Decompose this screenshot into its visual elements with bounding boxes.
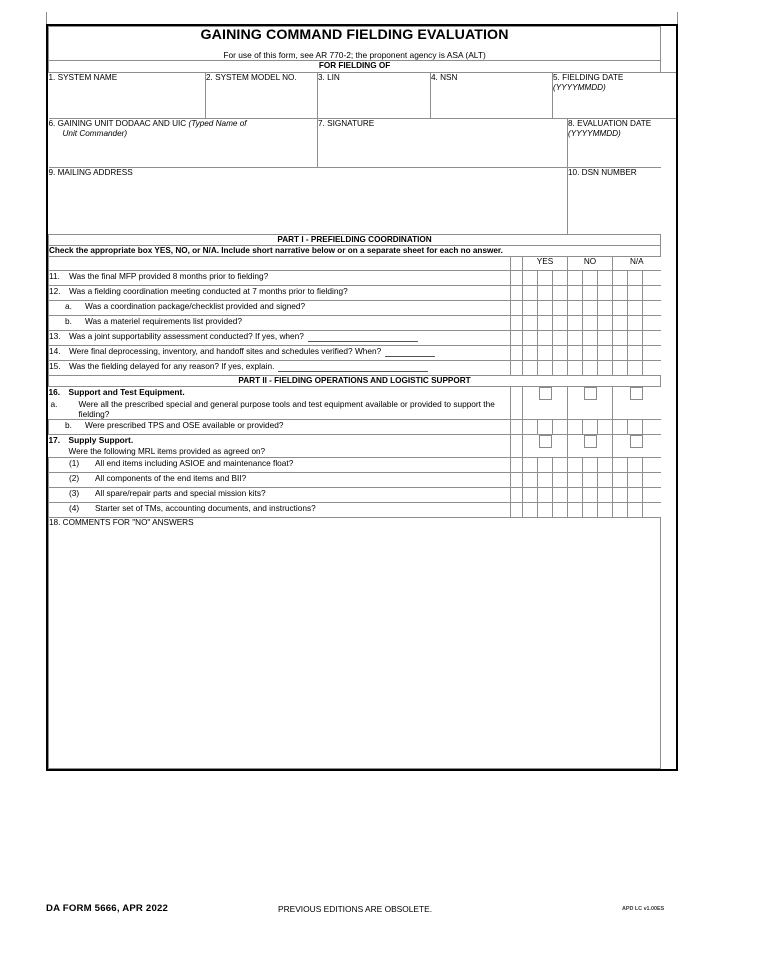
part1-question-5-number: 14. — [49, 346, 61, 356]
item-17-subitem-2-cell-na-2[interactable] — [628, 488, 643, 503]
part1-question-5-cell-no-1[interactable] — [568, 346, 583, 361]
part1-question-1-number: 12. — [49, 286, 61, 296]
part1-question-3-gap-cell — [511, 316, 523, 331]
item-17-subitem-3-cell-no-3[interactable] — [598, 503, 613, 518]
item-16b-cell-na-1[interactable] — [613, 420, 628, 435]
item-17-subitem-2-cell-no-3[interactable] — [598, 488, 613, 503]
item-17-subitem-row — [49, 503, 677, 518]
part1-question-3-cell-na-2[interactable] — [628, 316, 643, 331]
item-17-subitem-0-text — [49, 458, 511, 473]
item-17-subitem-2-label: All spare/repair parts and special mission kits? — [95, 488, 266, 499]
part1-question-4-cell-no-3[interactable] — [598, 331, 613, 346]
item-16b-cell-no-1[interactable] — [568, 420, 583, 435]
part1-question-3-cell-yes-2[interactable] — [538, 316, 553, 331]
part1-question-6-cell-yes-1[interactable] — [523, 361, 538, 376]
part1-question-5-cell-yes-1[interactable] — [523, 346, 538, 361]
footer-form-id: DA FORM 5666, APR 2022 — [46, 903, 169, 914]
item-17-subitem-1-cell-no-1[interactable] — [568, 473, 583, 488]
item-17-subitem-2-text — [49, 488, 511, 503]
part1-instruction: Check the appropriate box YES, NO, or N/A. Include short narrative below or on a separate sheet for each no answer. — [49, 245, 661, 256]
part1-question-row — [49, 331, 677, 346]
field-gaining-unit-note: (Typed Name of — [188, 118, 247, 128]
part1-question-1-cell-no-1[interactable] — [568, 286, 583, 301]
part2-heading-row — [49, 376, 677, 387]
item-17-subitem-1-label: All components of the end items and BII? — [95, 473, 247, 484]
item-16-number: 16. — [48, 387, 61, 398]
part1-question-3-cell-yes-3[interactable] — [553, 316, 568, 331]
item-16b-gap-cell — [511, 420, 523, 435]
item-17-subitem-row — [49, 458, 677, 473]
registration-tick-left — [46, 12, 47, 24]
part1-question-3-number: b. — [65, 316, 72, 326]
title-row — [49, 27, 677, 61]
part1-question-6-answer-rule[interactable] — [278, 363, 428, 372]
part1-question-3-label: Was a materiel requirements list provided? — [85, 316, 242, 326]
row-comments — [49, 518, 677, 769]
part1-question-0-cell-no-2[interactable] — [583, 271, 598, 286]
item-16b-cell-yes-1[interactable] — [523, 420, 538, 435]
item-17-subitem-rows — [49, 458, 677, 518]
part1-question-2-number: a. — [65, 301, 72, 311]
part1-question-0-text — [49, 271, 511, 286]
item-17-subitem-0-cell-no-2[interactable] — [583, 458, 598, 473]
item-17-checkbox-yes[interactable] — [523, 435, 568, 458]
item-17-subitem-3-cell-na-1[interactable] — [613, 503, 628, 518]
item-17-title: Supply Support. — [68, 435, 134, 446]
item-17-subitem-0-cell-yes-1[interactable] — [523, 458, 538, 473]
field-mailing-address[interactable] — [49, 167, 568, 234]
item-17-subitem-1-cell-yes-2[interactable] — [538, 473, 553, 488]
part1-question-6-cell-na-3[interactable] — [643, 361, 661, 376]
part1-question-6-cell-no-1[interactable] — [568, 361, 583, 376]
item-17-subitem-3-number: (4) — [69, 503, 80, 514]
item-17-subitem-3-cell-yes-2[interactable] — [538, 503, 553, 518]
part1-question-1-label: Was a fielding coordination meeting conducted at 7 months prior to fielding? — [69, 286, 348, 296]
item-17-subitem-0-cell-na-3[interactable] — [643, 458, 661, 473]
part1-question-5-cell-yes-2[interactable] — [538, 346, 553, 361]
item-16b-text — [49, 420, 511, 435]
part1-question-4-cell-no-2[interactable] — [583, 331, 598, 346]
part1-question-6-cell-no-2[interactable] — [583, 361, 598, 376]
comments-area[interactable] — [49, 518, 661, 769]
part1-question-4-number: 13. — [49, 331, 61, 341]
part1-question-3-cell-no-3[interactable] — [598, 316, 613, 331]
part1-question-6-cell-no-3[interactable] — [598, 361, 613, 376]
item-17-subitem-1-cell-yes-1[interactable] — [523, 473, 538, 488]
part1-question-4-cell-yes-2[interactable] — [538, 331, 553, 346]
item-16b-label: Were prescribed TPS and OSE available or provided? — [85, 420, 284, 431]
item-17-subitem-3-cell-no-1[interactable] — [568, 503, 583, 518]
item-17-subitem-0-cell-no-3[interactable] — [598, 458, 613, 473]
item-17-question: Were the following MRL items provided as agreed on? — [68, 446, 266, 456]
part1-question-2-gap-cell — [511, 301, 523, 316]
item-17-subitem-0-cell-yes-3[interactable] — [553, 458, 568, 473]
part1-question-row — [49, 286, 677, 301]
part1-question-6-cell-yes-3[interactable] — [553, 361, 568, 376]
item-17-subitem-3-text — [49, 503, 511, 518]
item-16b-cell-na-2[interactable] — [628, 420, 643, 435]
part1-question-3-cell-no-2[interactable] — [583, 316, 598, 331]
part1-question-5-cell-na-3[interactable] — [643, 346, 661, 361]
part1-question-4-cell-no-1[interactable] — [568, 331, 583, 346]
item-17-subitem-row — [49, 488, 677, 503]
checkbox-square — [539, 435, 552, 448]
part1-question-4-cell-na-1[interactable] — [613, 331, 628, 346]
row-item-17 — [49, 435, 677, 458]
part1-question-1-cell-na-3[interactable] — [643, 286, 661, 301]
form-footer — [46, 903, 732, 923]
part1-question-2-cell-no-1[interactable] — [568, 301, 583, 316]
item-17-subitem-3-cell-na-2[interactable] — [628, 503, 643, 518]
item-17-subitem-3-cell-yes-3[interactable] — [553, 503, 568, 518]
field-nsn-label: 4. NSN — [431, 72, 458, 82]
field-gaining-unit[interactable] — [49, 118, 318, 167]
part1-question-6-label: Was the fielding delayed for any reason? If yes, explain. — [69, 361, 275, 371]
field-signature[interactable] — [318, 118, 568, 167]
part1-question-4-text — [49, 331, 511, 346]
item-17-checkbox-no[interactable] — [568, 435, 613, 458]
part1-question-0-cell-yes-2[interactable] — [538, 271, 553, 286]
checkbox-square — [539, 387, 552, 400]
item-16-text — [49, 387, 511, 420]
part1-question-2-cell-yes-3[interactable] — [553, 301, 568, 316]
item-17-subitem-2-number: (3) — [69, 488, 80, 499]
part1-question-5-text — [49, 346, 511, 361]
item-17-subitem-2-cell-no-2[interactable] — [583, 488, 598, 503]
part1-question-1-cell-yes-2[interactable] — [538, 286, 553, 301]
field-dsn-number-label: 10. DSN NUMBER — [568, 167, 637, 177]
form-subtitle: For use of this form, see AR 770-2; the proponent agency is ASA (ALT) — [223, 49, 486, 60]
checkbox-square — [584, 387, 597, 400]
part1-question-6-cell-na-2[interactable] — [628, 361, 643, 376]
part1-question-4-answer-rule[interactable] — [308, 333, 418, 342]
part1-question-6-cell-yes-2[interactable] — [538, 361, 553, 376]
item-17-subitem-2-cell-no-1[interactable] — [568, 488, 583, 503]
part1-question-6-cell-na-1[interactable] — [613, 361, 628, 376]
part1-question-5-cell-na-2[interactable] — [628, 346, 643, 361]
yna-header-gap — [511, 257, 523, 271]
field-fielding-date-format: (YYYYMMDD) — [553, 82, 606, 92]
item-17-subitem-0-cell-yes-2[interactable] — [538, 458, 553, 473]
part1-question-3-cell-no-1[interactable] — [568, 316, 583, 331]
item-17-subitem-1-cell-na-2[interactable] — [628, 473, 643, 488]
field-lin-label: 3. LIN — [318, 72, 340, 82]
part1-question-0-cell-na-1[interactable] — [613, 271, 628, 286]
field-system-model-no-label: 2. SYSTEM MODEL NO. — [206, 72, 297, 82]
field-nsn[interactable] — [431, 72, 553, 118]
registration-tick-right — [677, 12, 678, 24]
part1-question-3-cell-na-1[interactable] — [613, 316, 628, 331]
checkbox-square — [630, 387, 643, 400]
item-17-subitem-3-gap-cell — [511, 503, 523, 518]
field-system-name-label: 1. SYSTEM NAME — [48, 72, 118, 82]
part1-question-6-gap-cell — [511, 361, 523, 376]
part1-question-4-cell-na-2[interactable] — [628, 331, 643, 346]
field-gaining-unit-label: 6. GAINING UNIT DODAAC AND UIC — [48, 118, 187, 128]
field-mailing-address-label: 9. MAILING ADDRESS — [48, 167, 133, 177]
item-16-gap-cell — [511, 387, 523, 420]
part1-question-row — [49, 301, 677, 316]
field-lin[interactable] — [318, 72, 431, 118]
comments-label: 18. COMMENTS FOR "NO" ANSWERS — [49, 518, 194, 528]
part1-question-1-cell-no-3[interactable] — [598, 286, 613, 301]
item-17-subitem-2-cell-na-3[interactable] — [643, 488, 661, 503]
part1-question-2-cell-no-3[interactable] — [598, 301, 613, 316]
item-16a-text: Were all the prescribed special and general purpose tools and test equipment available or provided to support the fielding? — [78, 398, 495, 420]
part1-question-6-number: 15. — [49, 361, 61, 371]
item-16b-cell-na-3[interactable] — [643, 420, 661, 435]
field-gaining-unit-note2: Unit Commander) — [62, 128, 128, 138]
item-17-subitem-row — [49, 473, 677, 488]
part1-question-1-gap-cell — [511, 286, 523, 301]
item-17-subitem-0-gap-cell — [511, 458, 523, 473]
part1-question-0-cell-yes-1[interactable] — [523, 271, 538, 286]
part1-question-0-cell-no-1[interactable] — [568, 271, 583, 286]
part1-question-3-cell-na-3[interactable] — [643, 316, 661, 331]
column-header-na: N/A — [613, 257, 661, 271]
part1-question-4-label: Was a joint supportability assessment conducted? If yes, when? — [69, 331, 304, 341]
part1-question-3-text — [49, 316, 511, 331]
section-part1-heading: PART I - PREFIELDING COORDINATION — [49, 234, 661, 245]
section-for-fielding-of: FOR FIELDING OF — [49, 61, 661, 72]
item-17-subitem-0-cell-no-1[interactable] — [568, 458, 583, 473]
part1-question-row — [49, 316, 677, 331]
item-17-subitem-2-cell-yes-3[interactable] — [553, 488, 568, 503]
part1-question-row — [49, 271, 677, 286]
part1-question-2-cell-no-2[interactable] — [583, 301, 598, 316]
part1-question-5-answer-rule[interactable] — [385, 348, 435, 357]
field-system-model-no[interactable] — [206, 72, 318, 118]
part1-question-5-cell-yes-3[interactable] — [553, 346, 568, 361]
field-system-name[interactable] — [49, 72, 206, 118]
item-16a-checkbox-na[interactable] — [613, 387, 661, 420]
item-16-title: Support and Test Equipment. — [68, 387, 185, 398]
part1-question-0-label: Was the final MFP provided 8 months prior to fielding? — [69, 271, 269, 281]
item-17-subitem-1-cell-na-1[interactable] — [613, 473, 628, 488]
title-cell — [49, 27, 661, 61]
footer-previous-editions: PREVIOUS EDITIONS ARE OBSOLETE. — [278, 904, 433, 914]
part1-question-5-cell-na-1[interactable] — [613, 346, 628, 361]
fielding-of-row — [49, 61, 677, 72]
item-17-subitem-0-label: All end items including ASIOE and maintenance float? — [95, 458, 294, 469]
checkbox-square — [630, 435, 643, 448]
part1-question-4-cell-yes-3[interactable] — [553, 331, 568, 346]
item-17-subitem-3-cell-na-3[interactable] — [643, 503, 661, 518]
part1-question-0-cell-na-2[interactable] — [628, 271, 643, 286]
part1-question-1-text — [49, 286, 511, 301]
form-body — [46, 24, 678, 771]
item-17-subitem-3-cell-yes-1[interactable] — [523, 503, 538, 518]
part1-question-4-cell-yes-1[interactable] — [523, 331, 538, 346]
item-17-subitem-2-cell-yes-2[interactable] — [538, 488, 553, 503]
part1-question-3-cell-yes-1[interactable] — [523, 316, 538, 331]
part1-question-0-number: 11. — [49, 271, 60, 281]
row-item-16 — [49, 387, 677, 420]
item-17-subitem-1-cell-na-3[interactable] — [643, 473, 661, 488]
part1-question-0-gap-cell — [511, 271, 523, 286]
field-fielding-date-label: 5. FIELDING DATE — [553, 72, 624, 82]
part1-question-0-cell-no-3[interactable] — [598, 271, 613, 286]
part1-question-2-cell-na-1[interactable] — [613, 301, 628, 316]
part1-question-rows — [49, 271, 677, 376]
part1-question-1-cell-yes-1[interactable] — [523, 286, 538, 301]
item-17-subitem-3-cell-no-2[interactable] — [583, 503, 598, 518]
field-dsn-number[interactable] — [568, 167, 661, 234]
part1-question-1-cell-no-2[interactable] — [583, 286, 598, 301]
row-item-16b — [49, 420, 677, 435]
part1-question-2-label: Was a coordination package/checklist provided and signed? — [85, 301, 306, 311]
field-fielding-date[interactable] — [553, 72, 677, 118]
item-16a-letter: a. — [50, 398, 58, 409]
item-17-subitem-0-cell-na-2[interactable] — [628, 458, 643, 473]
part1-question-2-cell-na-3[interactable] — [643, 301, 661, 316]
field-evaluation-date-format: (YYYYMMDD) — [568, 128, 621, 138]
item-17-subitem-1-cell-yes-3[interactable] — [553, 473, 568, 488]
item-17-subitem-2-gap-cell — [511, 488, 523, 503]
header-row-1 — [49, 72, 677, 118]
footer-apd-code: APD LC v1.00ES — [622, 906, 665, 912]
part1-heading-row — [49, 234, 677, 245]
column-header-no: NO — [568, 257, 613, 271]
part1-instruction-row — [49, 245, 677, 256]
item-17-subitem-0-cell-na-1[interactable] — [613, 458, 628, 473]
item-17-text — [49, 435, 511, 458]
part1-question-6-text — [49, 361, 511, 376]
item-16a-checkbox-no[interactable] — [568, 387, 613, 420]
part1-question-2-cell-na-2[interactable] — [628, 301, 643, 316]
checkbox-square — [584, 435, 597, 448]
item-17-subitem-2-cell-yes-1[interactable] — [523, 488, 538, 503]
column-header-yes: YES — [523, 257, 568, 271]
item-17-subitem-1-text — [49, 473, 511, 488]
part1-question-2-cell-yes-1[interactable] — [523, 301, 538, 316]
item-16b-cell-yes-3[interactable] — [553, 420, 568, 435]
section-part2-heading: PART II - FIELDING OPERATIONS AND LOGISTIC SUPPORT — [49, 376, 661, 387]
part1-question-2-text — [49, 301, 511, 316]
item-17-subitem-2-cell-na-1[interactable] — [613, 488, 628, 503]
part1-question-1-cell-yes-3[interactable] — [553, 286, 568, 301]
yna-header-spacer — [49, 257, 511, 271]
item-17-checkbox-na[interactable] — [613, 435, 661, 458]
item-17-number: 17. — [48, 435, 61, 446]
item-16a-checkbox-yes[interactable] — [523, 387, 568, 420]
form-grid — [48, 26, 676, 769]
item-16b-cell-no-2[interactable] — [583, 420, 598, 435]
part1-question-2-cell-yes-2[interactable] — [538, 301, 553, 316]
part1-question-4-cell-na-3[interactable] — [643, 331, 661, 346]
part1-question-1-cell-na-2[interactable] — [628, 286, 643, 301]
item-17-gap-cell — [511, 435, 523, 458]
part1-question-1-cell-na-1[interactable] — [613, 286, 628, 301]
item-17-subitem-0-number: (1) — [69, 458, 80, 469]
item-16b-cell-no-3[interactable] — [598, 420, 613, 435]
header-row-3 — [49, 167, 677, 234]
item-16b-number: b. — [65, 420, 72, 431]
field-evaluation-date-label: 8. EVALUATION DATE — [568, 118, 652, 128]
part1-question-5-cell-no-3[interactable] — [598, 346, 613, 361]
part1-question-5-gap-cell — [511, 346, 523, 361]
item-17-subitem-1-cell-no-3[interactable] — [598, 473, 613, 488]
part1-question-5-cell-no-2[interactable] — [583, 346, 598, 361]
item-16b-cell-yes-2[interactable] — [538, 420, 553, 435]
item-17-subitem-3-label: Starter set of TMs, accounting documents, and instructions? — [95, 503, 316, 514]
yna-header-row — [49, 257, 677, 271]
part1-question-row — [49, 346, 677, 361]
item-17-subitem-1-cell-no-2[interactable] — [583, 473, 598, 488]
item-17-subitem-1-gap-cell — [511, 473, 523, 488]
part1-question-0-cell-na-3[interactable] — [643, 271, 661, 286]
header-row-2 — [49, 118, 677, 167]
field-evaluation-date[interactable] — [568, 118, 661, 167]
item-17-subitem-1-number: (2) — [69, 473, 80, 484]
page-title: GAINING COMMAND FIELDING EVALUATION — [200, 27, 509, 43]
field-signature-label: 7. SIGNATURE — [318, 118, 375, 128]
part1-question-4-gap-cell — [511, 331, 523, 346]
part1-question-row — [49, 361, 677, 376]
part1-question-5-label: Were final deprocessing, inventory, and handoff sites and schedules verified? When? — [69, 346, 382, 356]
part1-question-0-cell-yes-3[interactable] — [553, 271, 568, 286]
